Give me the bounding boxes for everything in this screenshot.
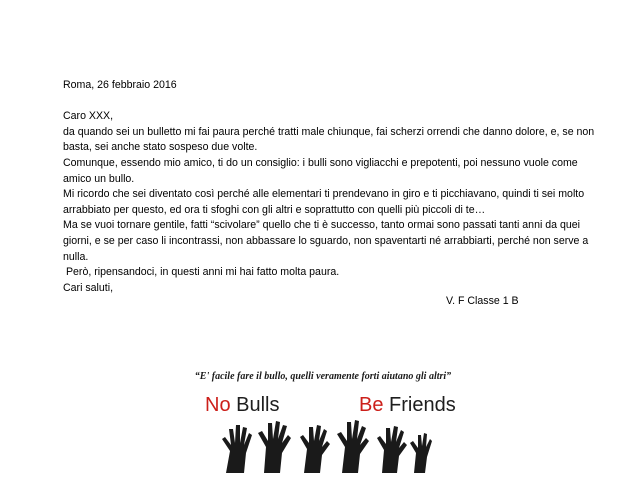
raised-hands-icon <box>218 417 433 473</box>
slogan-word-be: Be <box>359 394 384 416</box>
slogan-word-no: No <box>205 394 231 416</box>
logo-quote: “E' facile fare il bullo, quelli veramente forti aiutano gli altri” <box>194 371 452 382</box>
slogan-word-bulls: Bulls <box>236 394 280 416</box>
raised-hand-icon <box>222 425 252 473</box>
raised-hand-icon <box>337 420 369 473</box>
raised-hand-icon <box>410 433 432 473</box>
raised-hand-icon <box>300 425 330 473</box>
paragraph-1: da quando sei un bulletto mi fai paura perché tratti male chiunque, fai scherzi orrendi che danno dolore, e, se non basta, sei anche stato sospeso due volte. <box>63 125 598 154</box>
date-line: Roma, 26 febbraio 2016 <box>63 79 177 91</box>
paragraph-5: Però, ripensandoci, in questi anni mi hai fatto molta paura. <box>63 266 340 279</box>
signature: V. F Classe 1 B <box>446 295 519 307</box>
slogan-word-friends: Friends <box>389 394 456 416</box>
greeting: Caro XXX, <box>63 110 114 123</box>
no-bulls-logo <box>178 371 468 475</box>
paragraph-4: Ma se vuoi tornare gentile, fatti “scivolare” quello che ti è successo, tanto ormai sono passati tanti anni da quei giorni, e se per caso li incontrassi, non abbassare lo sguardo, non spaventarti né arrabbiarti, perché non serve a nulla. <box>63 219 592 263</box>
raised-hand-icon <box>258 421 291 473</box>
slogan-no-bulls <box>205 393 280 417</box>
letter-body <box>63 78 608 296</box>
paragraph-3: Mi ricordo che sei diventato così perché alle elementari ti prendevano in giro e ti picchiavano, quindi ti sei molto arrabbiato per questo, ed ora ti sfoghi con gli altri e soprattutto con quelli più piccoli di te… <box>63 188 588 216</box>
raised-hand-icon <box>377 426 407 473</box>
slogan-be-friends <box>359 393 456 417</box>
paragraph-2: Comunque, essendo mio amico, ti do un consiglio: i bulli sono vigliacchi e prepotenti, poi nessuno vuole come amico un bullo. <box>63 156 581 185</box>
closing: Cari saluti, <box>63 281 114 294</box>
